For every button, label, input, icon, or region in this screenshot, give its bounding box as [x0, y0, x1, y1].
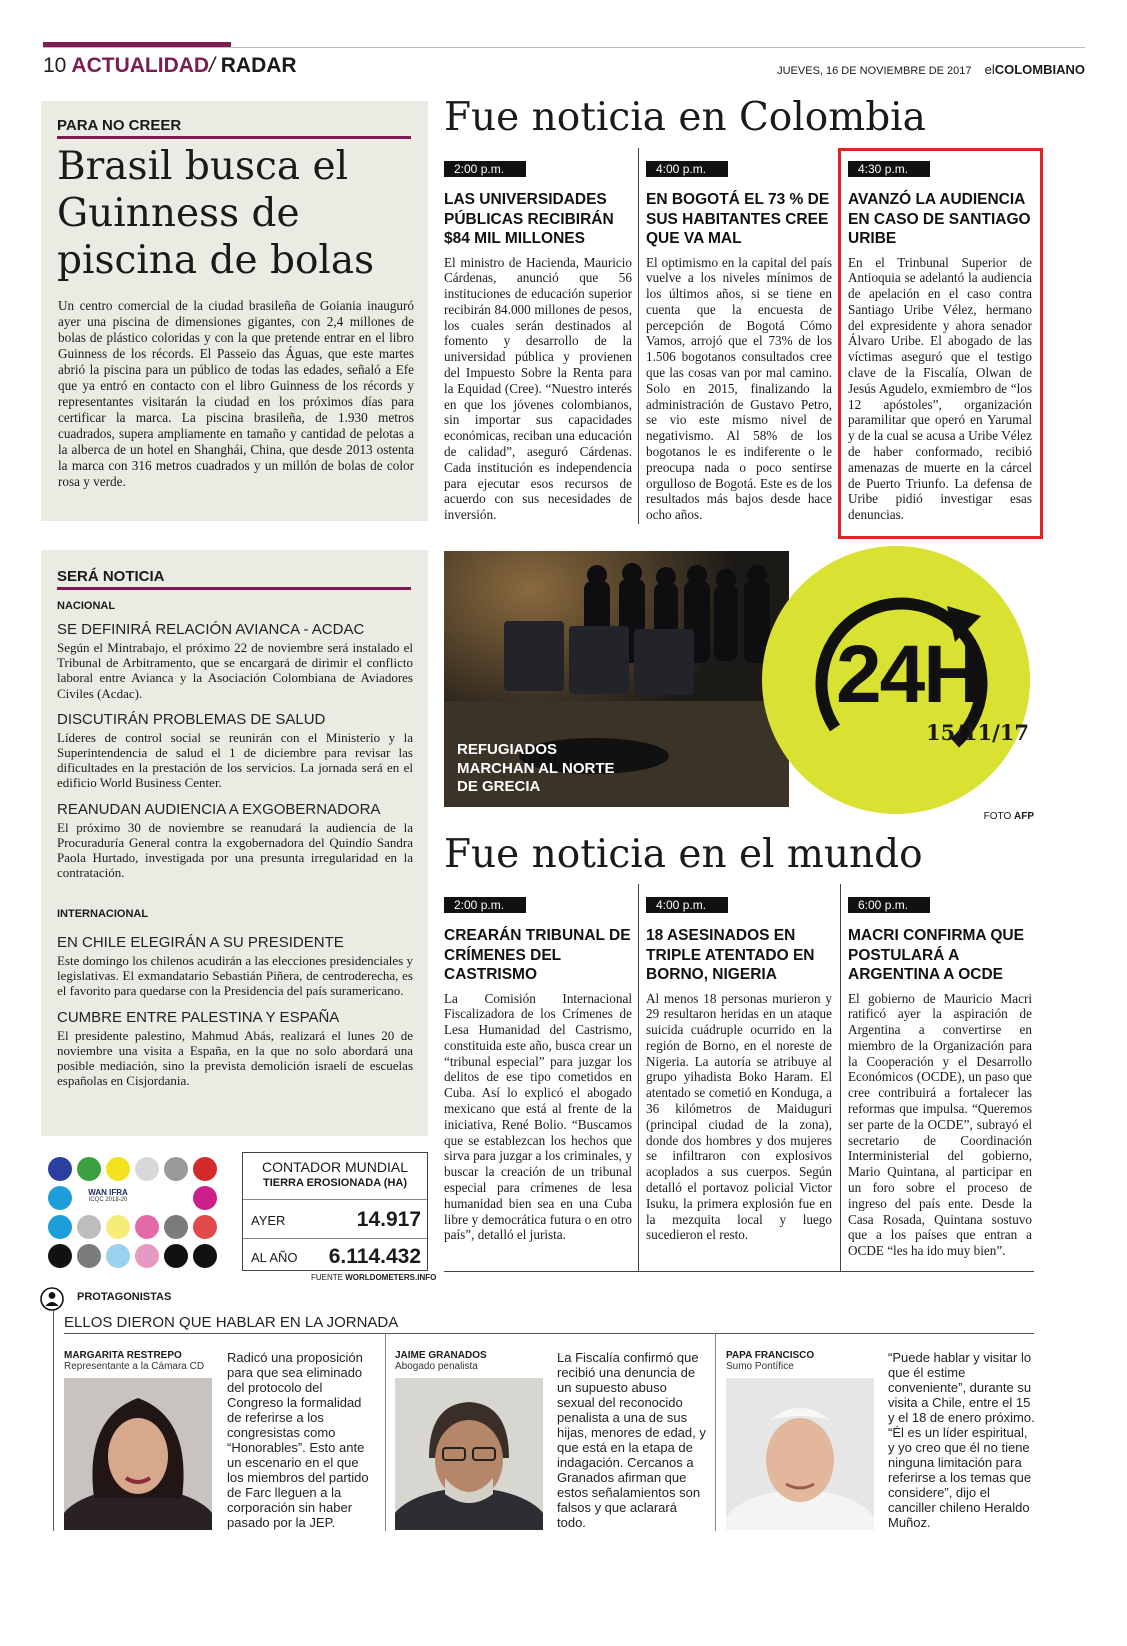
- avatar: [64, 1378, 212, 1530]
- color-dot: [164, 1244, 188, 1268]
- mundo-column-1: [444, 896, 632, 1243]
- counter-row: [243, 1238, 427, 1273]
- colombia-column-3: [848, 160, 1032, 523]
- color-dot: [48, 1157, 72, 1181]
- item-headline: DISCUTIRÁN PROBLEMAS DE SALUD: [57, 710, 326, 728]
- internacional-block: [57, 908, 413, 1088]
- counter-row: [243, 1199, 427, 1238]
- color-dot: [193, 1186, 217, 1210]
- issue-date: JUEVES, 16 DE NOVIEMBRE DE 2017: [777, 65, 972, 77]
- counter-source: FUENTE WORLDOMETERS.INFO: [311, 1273, 437, 1282]
- avatar: [395, 1378, 543, 1530]
- mundo-column-2: [646, 896, 832, 1243]
- header-meta: [777, 62, 1085, 77]
- time-badge: 4:00 p.m.: [646, 897, 728, 913]
- color-test-strip: [48, 1157, 223, 1272]
- section-name: ACTUALIDAD: [71, 54, 210, 77]
- protagonist-card: [64, 1350, 214, 1372]
- protagonist-divider: [715, 1333, 716, 1531]
- color-dot: [77, 1215, 101, 1239]
- item-headline: EN CHILE ELEGIRÁN A SU PRESIDENTE: [57, 934, 344, 951]
- item-headline: REANUDAN AUDIENCIA A EXGOBERNADORA: [57, 800, 381, 818]
- item-headline: SE DEFINIRÁ RELACIÓN AVIANCA - ACDAC: [57, 621, 365, 638]
- colombia-column-2: [646, 160, 832, 523]
- counter-value: 14.917: [356, 1208, 421, 1231]
- 24h-badge-date: 15/11/17: [926, 720, 1030, 745]
- mundo-bottom-rule: [444, 1271, 1034, 1272]
- kicker-rule: [57, 136, 411, 139]
- color-dot: [106, 1215, 130, 1239]
- time-badge: 4:00 p.m.: [646, 161, 728, 177]
- column-divider: [840, 884, 841, 1272]
- color-dot: [164, 1215, 188, 1239]
- column-headline: AVANZÓ LA AUDIENCIA EN CASO DE SANTIAGO URIBE: [848, 191, 1031, 247]
- person-icon: [40, 1287, 64, 1311]
- subsection-name: RADAR: [220, 54, 297, 77]
- section-header: [43, 54, 297, 78]
- protagonist-text: La Fiscalía confirmó que recibió una denuncia de un supuesto abuso sexual del reconocido penalista a una de sus hijas, menores de edad, y que está en la etapa de indagación. Cercanos a Granados afirman que estos señalamientos son falsos y que aclarará todo.: [557, 1350, 706, 1530]
- protagonist-text: “Puede hablar y visitar lo que él estime conveniente”, durante su visita a Chile, entre el 15 y el 18 de enero próximo. “Él es un líder espiritual, y yo creo que él no tiene ninguna limitación para referirse a los temas que considere”, dijo el canciller chileno Heraldo Muñoz.: [888, 1350, 1035, 1530]
- protagonist-name: MARGARITA RESTREPO: [64, 1350, 182, 1361]
- color-dot: [193, 1244, 217, 1268]
- internacional-label: INTERNACIONAL: [57, 908, 149, 920]
- sera-noticia-kicker: SERÁ NOTICIA: [57, 568, 165, 585]
- item-headline: CUMBRE ENTRE PALESTINA Y ESPAÑA: [57, 1008, 340, 1026]
- time-badge: 2:00 p.m.: [444, 161, 526, 177]
- colombia-section-title: Fue noticia en Colombia: [444, 95, 926, 140]
- nacional-block: [57, 600, 413, 880]
- protagonist-card: [395, 1350, 545, 1372]
- color-dot: [48, 1215, 72, 1239]
- wan-ifra-logo: WAN IFRA ICQC 2018-20: [88, 1188, 128, 1203]
- para-no-creer-kicker: PARA NO CREER: [57, 117, 182, 134]
- 24h-badge-text: 24H: [836, 629, 981, 720]
- protagonist-name: JAIME GRANADOS: [395, 1350, 487, 1361]
- column-body: La Comisión Internacional Fiscalizadora de los Crímenes de Lesa Humanidad del Castrismo, constituida este año, busca crear un “tribunal especial” para juzgar los delitos de ese tipo cometidos en Cuba. Así lo explicó el abogado mexicano que está al frente de la iniciativa, René Bolio. “Buscamos que se establezcan los hechos que sirva para juzgar a los criminales, y buscar la creación de un tribunal especial para crímenes de lesa humanidad bien sea en una Cuba libre y democrática futura o en otro país”, detalló el jurista.: [444, 990, 632, 1243]
- refugees-photo: [444, 551, 789, 807]
- colombia-column-1: [444, 160, 632, 523]
- color-dot: [193, 1157, 217, 1181]
- column-headline: MACRI CONFIRMA QUE POSTULARÁ A ARGENTINA A OCDE: [848, 927, 1024, 983]
- protagonistas-subtitle: ELLOS DIERON QUE HABLAR EN LA JORNADA: [64, 1314, 399, 1331]
- time-badge: 4:30 p.m.: [848, 161, 930, 177]
- page-number: 10: [43, 54, 67, 77]
- item-body: Según el Mintrabajo, el próximo 22 de noviembre será instalado el Tribunal de Arbitramento, que se encargará de dirimir el conflicto laboral entre Avianca y la Asociación Colombiana de Aviadores Civiles (Acdac).: [57, 640, 413, 701]
- column-headline: CREARÁN TRIBUNAL DE CRÍMENES DEL CASTRISMO: [444, 927, 631, 983]
- item-body: El presidente palestino, Mahmud Abás, realizará el lunes 20 de noviembre una visita a España, en la que no solo abordará una posible mediación, sino la prevista demolición israelí de escuelas españolas en Cisjordania.: [57, 1027, 413, 1089]
- section-separator: /: [209, 54, 215, 77]
- protagonistas-rule: [64, 1333, 1034, 1334]
- color-dot: [106, 1157, 130, 1181]
- column-body: Al menos 18 personas murieron y 29 resultaron heridas en un ataque suicida cuádruple ocurrido en la región de Borno, en el noreste de Nigeria. La autoría se atribuye al grupo yihadista Boko Haram. El atentado se cometió en Konduga, a 36 kilómetros de Maiduguri (principal ciudad de la zona), donde dos hombres y dos mujeres se infiltraron con explosivos acoplados a sus cuerpos. Según detalló el portavoz policial Victor Isuku, la primera explosión fue en la mezquita local y luego sucedieron el resto.: [646, 990, 832, 1243]
- time-badge: 2:00 p.m.: [444, 897, 526, 913]
- feature-title: Brasil busca el Guinness de piscina de bolas: [57, 144, 375, 283]
- protagonist-role: Sumo Pontífice: [726, 1361, 794, 1372]
- kicker-rule: [57, 587, 411, 590]
- protagonistas-label: PROTAGONISTAS: [77, 1291, 172, 1303]
- protagonist-card: [726, 1350, 876, 1372]
- counter-label: AYER: [251, 1212, 286, 1228]
- column-body: El gobierno de Mauricio Macri ratificó ayer la aspiración de Argentina a convertirse en miembro de la Organización para la Cooperación y el Desarrollo Económicos (OCDE), un paso que cree contribuirá a fortalecer las reformas que impulsa. “Queremos ser parte de la OCDE”, subrayó el secretario de Coordinación Interministerial del gobierno, Mario Quintana, al participar en un foro sobre el proceso de ingreso del país ente. Desde la Casa Rosada, Quintana sostuvo que a los países que entran a OCDE “les ha ido muy bien”.: [848, 990, 1032, 1259]
- time-badge: 6:00 p.m.: [848, 897, 930, 913]
- column-divider: [638, 884, 639, 1272]
- column-body: El ministro de Hacienda, Mauricio Cárdenas, anunció que 56 instituciones de educación superior recibirán 84.000 millones de pesos, los cuales serán destinados al fomento y desarrollo de la universidad pública y provienen del Impuesto Sobre la Renta para la Equidad (Cree). “Nuestro interés en que los jóvenes colombianos, sin importar sus capacidades económicas, reciban una educación de calidad”, aseguró Cárdenas. Cada institución es independencia para ejecutar esos recursos de acuerdo con sus necesidades de inversión.: [444, 254, 632, 523]
- sera-noticia-box: [41, 550, 428, 1136]
- avatar: [726, 1378, 874, 1530]
- protagonist-role: Abogado penalista: [395, 1361, 478, 1372]
- column-headline: EN BOGOTÁ EL 73 % DE SUS HABITANTES CREE QUE VA MAL: [646, 191, 830, 247]
- column-body: En el Trinbunal Superior de Antioquia se adelantó la audiencia de apelación en el caso contra Santiago Uribe Vélez, hermano del expresidente y ahora senador Álvaro Uribe. El abogado de las víctimas aseguró que el testigo clave de la Fiscalía, Olwan de Jesús Agudelo, exmiembro de “los 12 apóstoles”, organización paramilitar que operó en Yarumal y de la cual se acusa a Uribe Vélez de haber conformado, recibió amenazas de muerte en la cárcel de Puerto Triunfo. La defensa de Uribe pidió investigar esas denuncias.: [848, 254, 1032, 523]
- counter-label: AL AÑO: [251, 1249, 298, 1265]
- mundo-column-3: [848, 896, 1032, 1259]
- column-headline: LAS UNIVERSIDADES PÚBLICAS RECIBIRÁN $84 MIL MILLONES: [444, 191, 614, 247]
- para-no-creer-box: [41, 101, 428, 521]
- item-body: Líderes de control social se reunirán con el Ministerio y la Superintendencia de salud el 1 de diciembre para revisar las dificultades en la prestación de los servicios. La jornada será en el edificio World Business Center.: [57, 729, 413, 791]
- photo-caption: REFUGIADOS MARCHAN AL NORTE DE GRECIA: [457, 741, 615, 795]
- feature-body: Un centro comercial de la ciudad brasileña de Goiania inauguró ayer una piscina de dimensiones gigantes, con 2,4 millones de bolas de plástico coloridas y con la que pretende entrar en el libro Guinness de los récords. El Passeio das Águas, que este martes abrió la piscina para un público de todas las edades, señaló a Efe que ya entró en contacto con el libro Guinness de los récords y representantes visitarán la ciudad en los próximos días para certificar la marca. La piscina brasileña, de 1.930 metros cuadrados, supera ampliamente en tamaño y cantidad de pelotas a la alberca de un hotel en Shanghái, China, que desde 2013 ostenta la marca con 316 metros cuadrados y un millón de bolas de color rosa y verde.: [58, 298, 414, 489]
- color-dot: [135, 1157, 159, 1181]
- protagonist-text: Radicó una proposición para que sea eliminado del protocolo del Congreso la formalidad de referirse a los congresistas como “Honorables”. Esto ante un escenario en el que los miembros del partido de Farc lleguen a la corporación sin haber pasado por la JEP.: [227, 1350, 369, 1530]
- protagonistas-rule-v: [53, 1311, 54, 1531]
- color-dot: [135, 1215, 159, 1239]
- color-dot: [48, 1244, 72, 1268]
- photo-credit: FOTO AFP: [983, 811, 1034, 822]
- item-body: Este domingo los chilenos acudirán a las elecciones presidenciales y legislativas. El exmandatario Sebastián Piñera, de centroderecha, es el favorito para quedarse con la Presidencia del país suramericano.: [57, 953, 413, 999]
- color-dot: [135, 1244, 159, 1268]
- color-dot: [48, 1186, 72, 1210]
- color-dot: [193, 1215, 217, 1239]
- world-counter: [242, 1152, 428, 1271]
- color-dot: [77, 1157, 101, 1181]
- header-rule: [43, 47, 1085, 48]
- protagonist-divider: [385, 1333, 386, 1531]
- column-headline: 18 ASESINADOS EN TRIPLE ATENTADO EN BORNO, NIGERIA: [646, 927, 815, 983]
- counter-value: 6.114.432: [328, 1245, 421, 1268]
- item-body: El próximo 30 de noviembre se reanudará la audiencia de la Procuraduría General contra la exgobernadora del Quindío Sandra Paola Hurtado, investigada por una presunta irregularidad en la contratación.: [57, 819, 413, 881]
- protagonist-name: PAPA FRANCISCO: [726, 1350, 815, 1361]
- color-dot: [77, 1244, 101, 1268]
- brand-logo: elCOLOMBIANO: [984, 62, 1085, 77]
- mundo-section-title: Fue noticia en el mundo: [444, 832, 923, 877]
- counter-title: CONTADOR MUNDIAL: [262, 1159, 408, 1175]
- color-dot: [106, 1244, 130, 1268]
- counter-subtitle: TIERRA EROSIONADA (HA): [262, 1177, 407, 1189]
- color-dot: [164, 1157, 188, 1181]
- column-body: El optimismo en la capital del país vuelve a los niveles mínimos de los últimos años, si se tiene en cuenta que la encuesta de percepción de Bogotá Cómo Vamos, arrojó que el 73% de los 1.506 bogotanos consultados cree que las cosas van por mal camino. Solo en 2015, finalizando la administración de Gustavo Petro, se vio este mismo nivel de negativismo. Al 58% de los bogotanos le es indiferente o le preocupa nada o poco sentirse orgulloso de Bogotá. Este es de los resultados más bajos desde hace ocho años.: [646, 254, 832, 523]
- nacional-label: NACIONAL: [57, 600, 116, 612]
- column-divider: [638, 148, 639, 524]
- protagonist-role: Representante a la Cámara CD: [64, 1361, 205, 1372]
